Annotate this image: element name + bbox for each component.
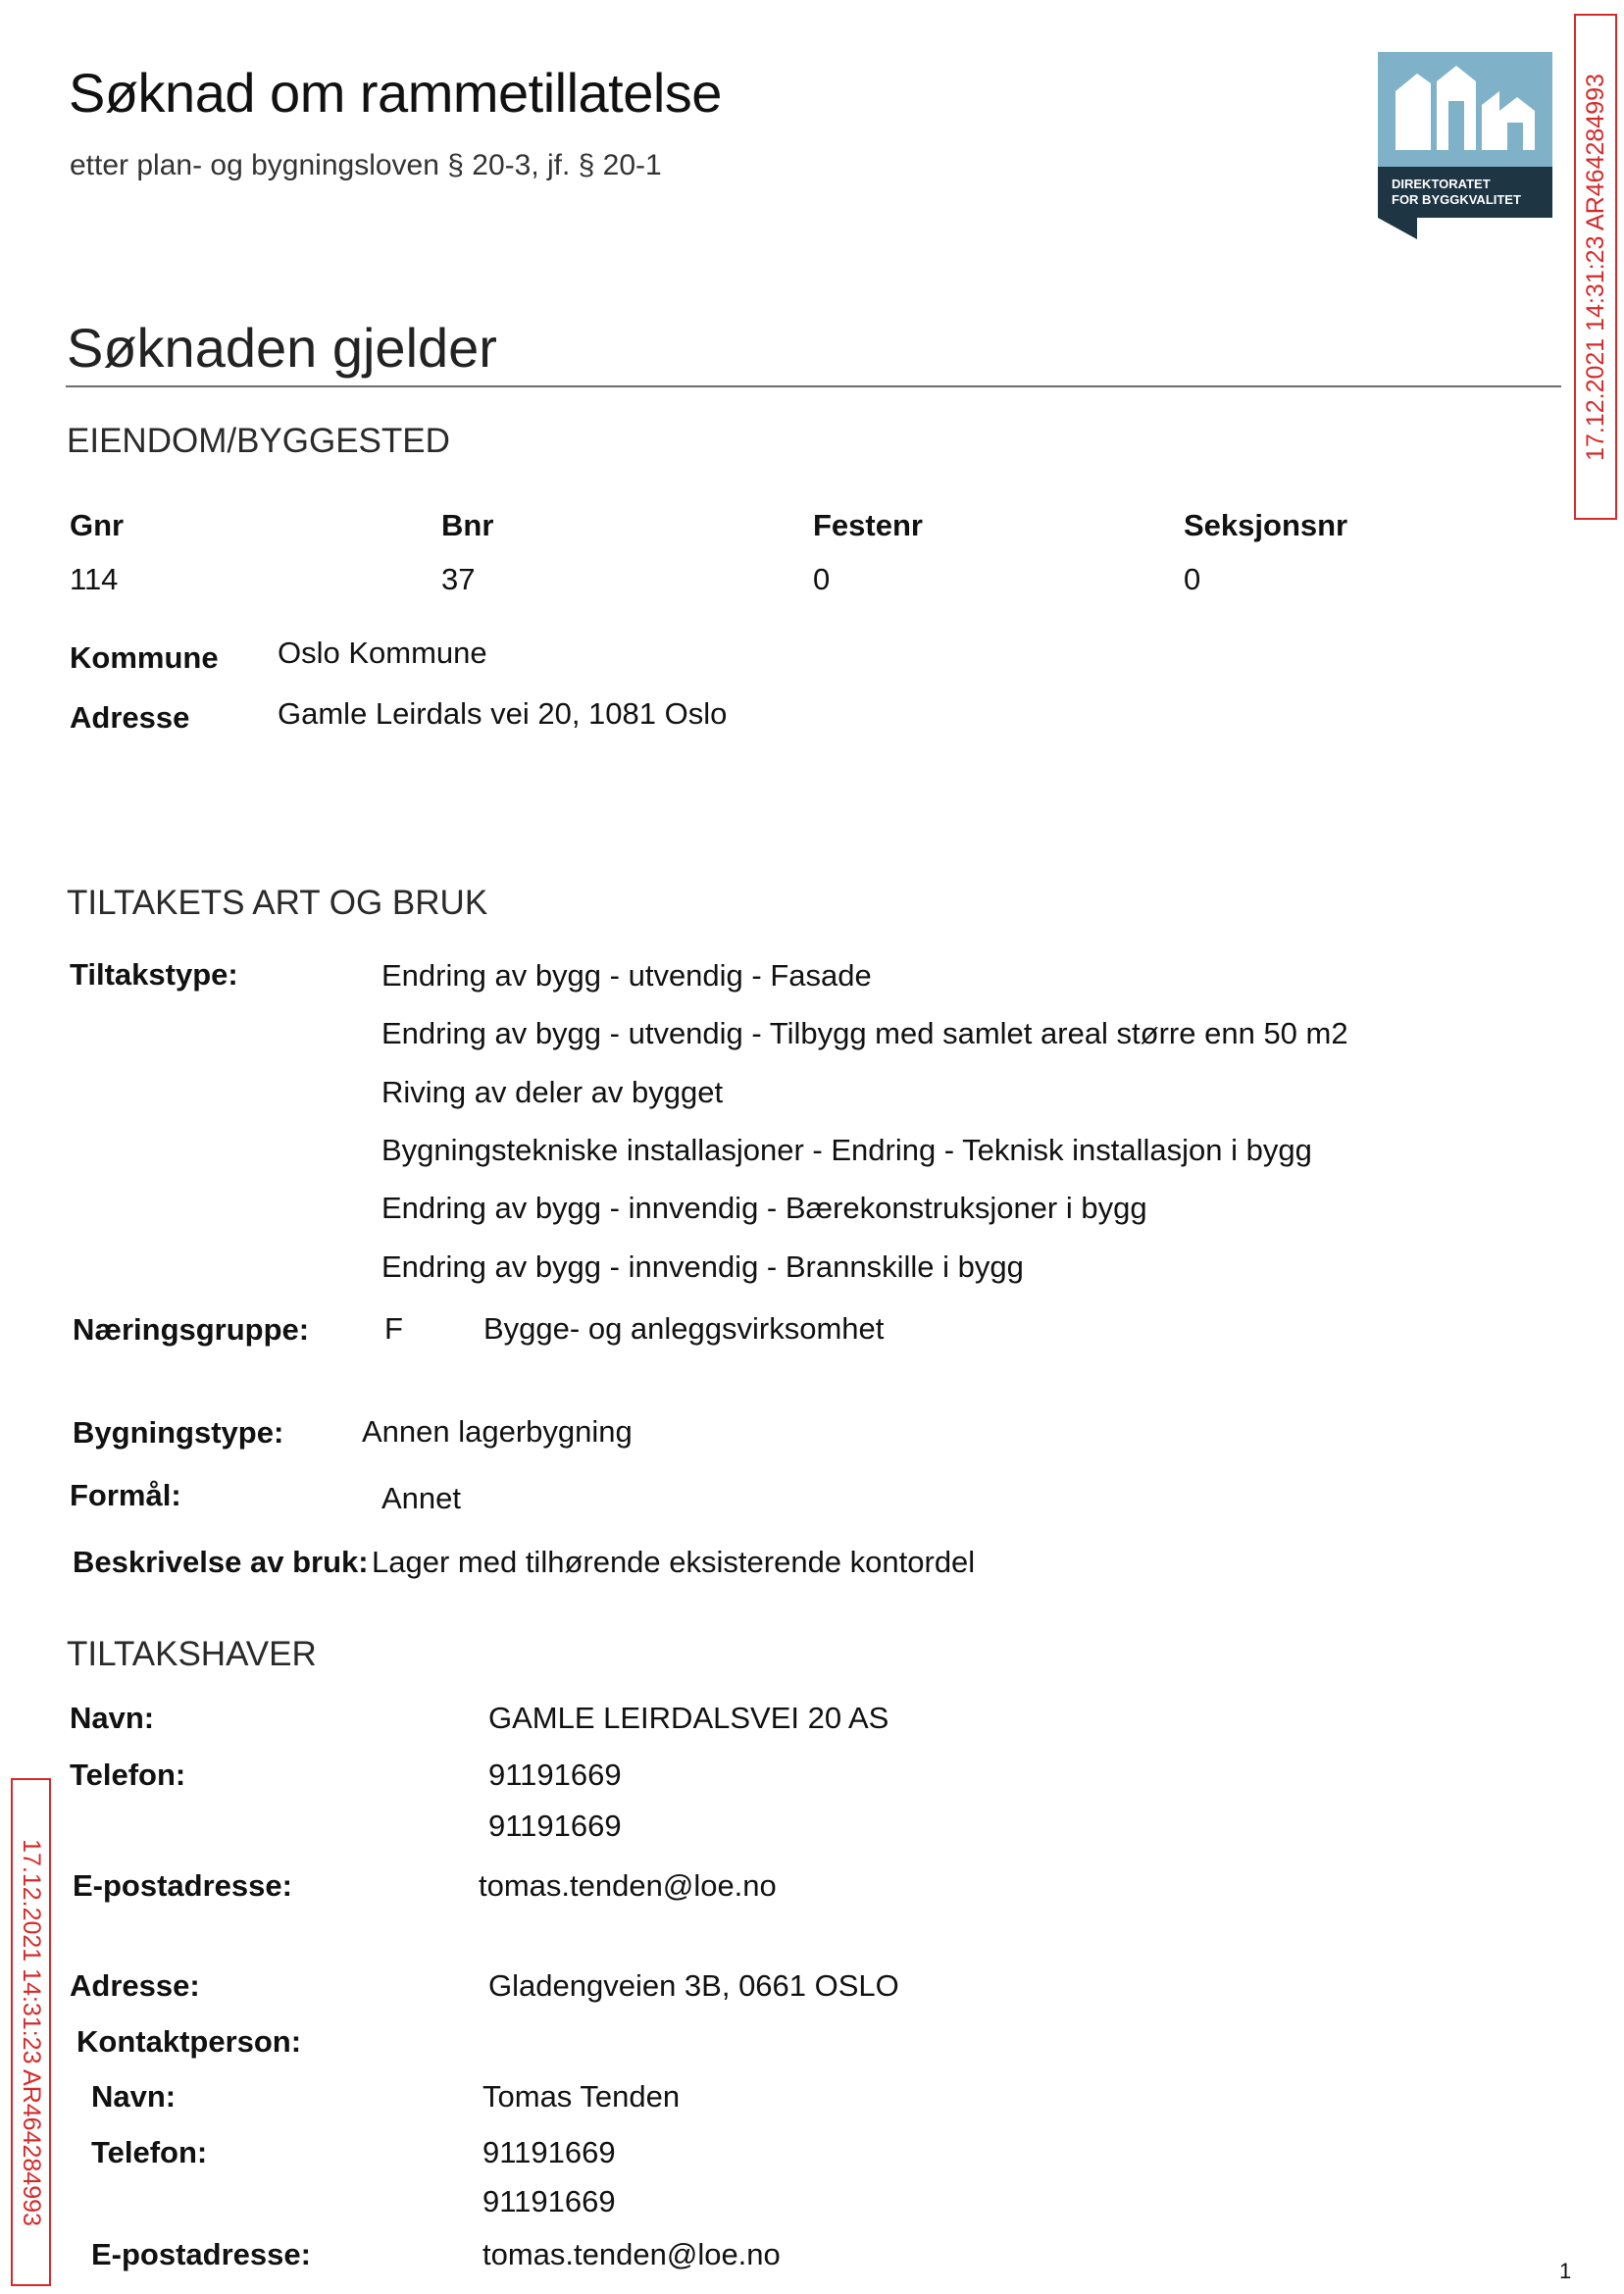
festenr-value: 0 [813,562,831,596]
section-title: Søknaden gjelder [67,317,497,379]
tiltakshaver-adresse-label: Adresse: [70,1968,200,2003]
tiltakstype-item: Bygningstekniske installasjoner - Endring - Teknisk installasjon i bygg [381,1133,1312,1167]
page-subtitle: etter plan- og bygningsloven § 20-3, jf. § 20-1 [70,149,662,181]
kontakt-epost-value: tomas.tenden@loe.no [482,2237,781,2271]
formal-label: Formål: [70,1478,181,1512]
tiltakshaver-heading: TILTAKSHAVER [67,1635,317,1673]
logo-text-line2: FOR BYGGKVALITET [1392,192,1521,207]
tiltakstype-item: Riving av deler av bygget [381,1075,724,1109]
kommune-value: Oslo Kommune [278,636,487,670]
naeringsgruppe-value: Bygge- og anleggsvirksomhet [483,1311,885,1346]
bruk-value: Lager med tilhørende eksisterende kontordel [372,1545,976,1579]
adresse-label: Adresse [70,700,190,735]
tiltakshaver-telefon-value: 91191669 [488,1809,622,1843]
tiltakshaver-navn-label: Navn: [70,1701,155,1735]
gnr-value: 114 [70,562,119,596]
bnr-label: Bnr [441,508,494,542]
seksjonsnr-value: 0 [1184,562,1201,596]
gnr-label: Gnr [70,508,125,542]
bnr-value: 37 [441,562,476,596]
section-divider [66,385,1561,387]
eiendom-heading: EIENDOM/BYGGESTED [67,422,450,460]
dibk-logo [1378,52,1552,239]
festenr-label: Festenr [813,508,923,542]
receipt-stamp-left: 17.12.2021 14:31:23 AR464284993 [11,1778,51,2286]
naeringsgruppe-label: Næringsgruppe: [73,1312,310,1347]
tiltakstype-item: Endring av bygg - utvendig - Tilbygg med samlet areal større enn 50 m2 [381,1016,1348,1050]
tiltakshaver-telefon-value: 91191669 [488,1758,622,1792]
receipt-stamp-right: 17.12.2021 14:31:23 AR464284993 [1574,14,1617,520]
tiltakshaver-navn-value: GAMLE LEIRDALSVEI 20 AS [488,1701,889,1735]
tiltakstype-item: Endring av bygg - innvendig - Brannskille i bygg [381,1249,1024,1284]
tiltakshaver-epost-value: tomas.tenden@loe.no [479,1868,777,1903]
tiltakstype-item: Endring av bygg - utvendig - Fasade [381,958,872,993]
logo-text-line1: DIREKTORATET [1392,177,1491,191]
kontakt-navn-label: Navn: [91,2079,177,2114]
kontakt-navn-value: Tomas Tenden [482,2079,681,2114]
tiltakstype-label: Tiltakstype: [70,957,238,992]
page-title: Søknad om rammetillatelse [69,62,722,124]
adresse-value: Gamle Leirdals vei 20, 1081 Oslo [278,696,728,731]
kontaktperson-label: Kontaktperson: [76,2024,302,2059]
kontakt-telefon-label: Telefon: [91,2135,208,2169]
tiltakshaver-epost-label: E-postadresse: [73,1868,292,1903]
bygningstype-value: Annen lagerbygning [362,1414,633,1449]
tiltak-heading: TILTAKETS ART OG BRUK [67,884,488,922]
kontakt-epost-label: E-postadresse: [91,2237,311,2271]
kontakt-telefon-value: 91191669 [482,2184,616,2218]
tiltakshaver-adresse-value: Gladengveien 3B, 0661 OSLO [488,1968,899,2003]
tiltakstype-item: Endring av bygg - innvendig - Bærekonstruksjoner i bygg [381,1191,1147,1225]
tiltakshaver-telefon-label: Telefon: [70,1758,186,1792]
kommune-label: Kommune [70,640,219,675]
naeringsgruppe-code: F [384,1311,403,1346]
bygningstype-label: Bygningstype: [73,1415,284,1450]
page-number: 1 [1559,2259,1572,2283]
bruk-label: Beskrivelse av bruk: [73,1545,369,1579]
kontakt-telefon-value: 91191669 [482,2135,616,2169]
formal-value: Annet [381,1481,462,1515]
seksjonsnr-label: Seksjonsnr [1184,508,1348,542]
